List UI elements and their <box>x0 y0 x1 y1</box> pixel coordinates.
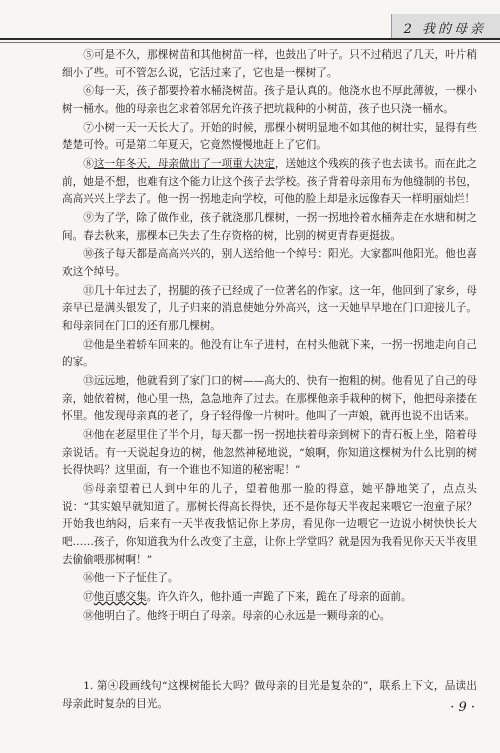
chapter-title: 2 我的母亲 <box>403 22 486 37</box>
paragraph-18: ⑱他明白了。他终于明白了母亲。母亲的心永远是一颗母亲的心。 <box>83 609 391 622</box>
question-1: 1. 第④段画线句“这棵树能长大吗？做母亲的目光是复杂的”，联系上下文，品读出母亲此时复杂的目光。 <box>62 680 477 710</box>
running-header <box>0 0 500 45</box>
paragraph-5: ⑤可是不久，那棵树苗和其他树苗一样，也鼓出了叶子。只不过稍迟了几天，叶片稍细小了些。可不管怎么说，它活过来了，它也是一棵树了。 <box>62 49 477 79</box>
paragraph-17: ⑰他百感交集。许久许久，他扑通一声跪了下来，跪在了母亲的面前。 <box>83 591 412 604</box>
paragraph-10: ⑩孩子每天都是高高兴兴的，别人送给他一个绰号：阳光。大家都叫他阳光。他也喜欢这个绰号。 <box>62 248 477 279</box>
paragraph-16: ⑯他一下子怔住了。 <box>83 572 179 585</box>
header-rule <box>0 38 500 40</box>
page-number: · 9 · <box>450 700 475 715</box>
wavy-underlined-phrase: 他百感交集 <box>93 591 147 604</box>
paragraph-6: ⑥每一天，孩子都要拎着水桶浇树苗。孩子是认真的。他浇水也不厚此薄彼，一棵小树一桶水。他的母亲也乞求着邻居允许孩子把坑栽种的小树苗，孩子也只浇一桶水。 <box>62 85 477 115</box>
article-body <box>62 47 477 627</box>
paragraph-9: ⑨为了学，除了做作业，孩子就浇那几棵树，一拐一拐地拎着水桶奔走在水塘和树之间。春去秋来，那棵本已失去了生存资格的树，比别的树更青春更挺拔。 <box>62 212 477 242</box>
paragraph-7: ⑦小树一天一天长大了。开始的时候，那棵小树明显地不如其他的树壮实，显得有些楚楚可怜。可是第二年夏天，它竟然慢慢地赶上了它们。 <box>62 121 477 152</box>
paragraph-14: ⑭他在老屋里住了半个月，每天都一拐一拐地扶着母亲到树下的青石板上坐，陪着母亲说话。有一天说起身边的树，他忽然神秘地说，“娘啊，你知道这棵树为什么比别的树长得快吗？这里面，有一个谁也不知道的秘密呢！” <box>62 429 477 477</box>
paragraph-8: ⑧这一年冬天，母亲做出了一项重大决定，送她这个残疾的孩子也去读书。而在此之前，她是不想，也难有这个能力让这个孩子去学校。孩子背着母亲用布为他缝制的书包，高高兴兴上学去了。他一拐一拐地走向学校，可他的脸上却是永远像春天一样明丽灿烂！ <box>62 158 478 206</box>
paragraph-11: ⑪几十年过去了，拐腿的孩子已经成了一位著名的作家。这一年，他回到了家乡，母亲早已是满头银发了，儿子归来的消息使她分外高兴，这一天她早早地在门口迎接儿子。和母亲同在门口的还有那几棵树。 <box>62 284 477 333</box>
paragraph-13: ⑬远远地，他就看到了家门口的树——高大的、快有一抱粗的树。他看见了自己的母亲，她依着树，他心里一热，急急地奔了过去。在那棵他亲手栽种的树下，他把母亲搂在怀里。他发现母亲真的老了，身子轻得像一片树叶。他叫了一声娘，就再也说不出话来。 <box>62 375 477 423</box>
paragraph-15: ⑮母亲望着已人到中年的儿子，望着他那一脸的得意，她平静地笑了，点点头说：“其实娘早就知道了。那树长得高长得快，还不是你每天半夜起来喂它一泡童子尿？开始我也纳闷，后来有一天半夜我惦记你上茅房，看见你一边喂它一边说小树快快长大吧……孩子，你知道我为什么改变了主意，让你上学堂吗？就是因为我看见你天天半夜里去偷偷喂那树啊！” <box>62 483 477 566</box>
paragraph-12: ⑫他是坐着轿车回来的。他没有让车子进村，在村头他就下来，一拐一拐地走向自己的家。 <box>62 338 477 369</box>
question-block <box>62 678 477 714</box>
underlined-sentence: 这一年冬天，母亲做出了一项重大决定 <box>93 158 275 171</box>
header-rule-thin <box>0 42 500 43</box>
